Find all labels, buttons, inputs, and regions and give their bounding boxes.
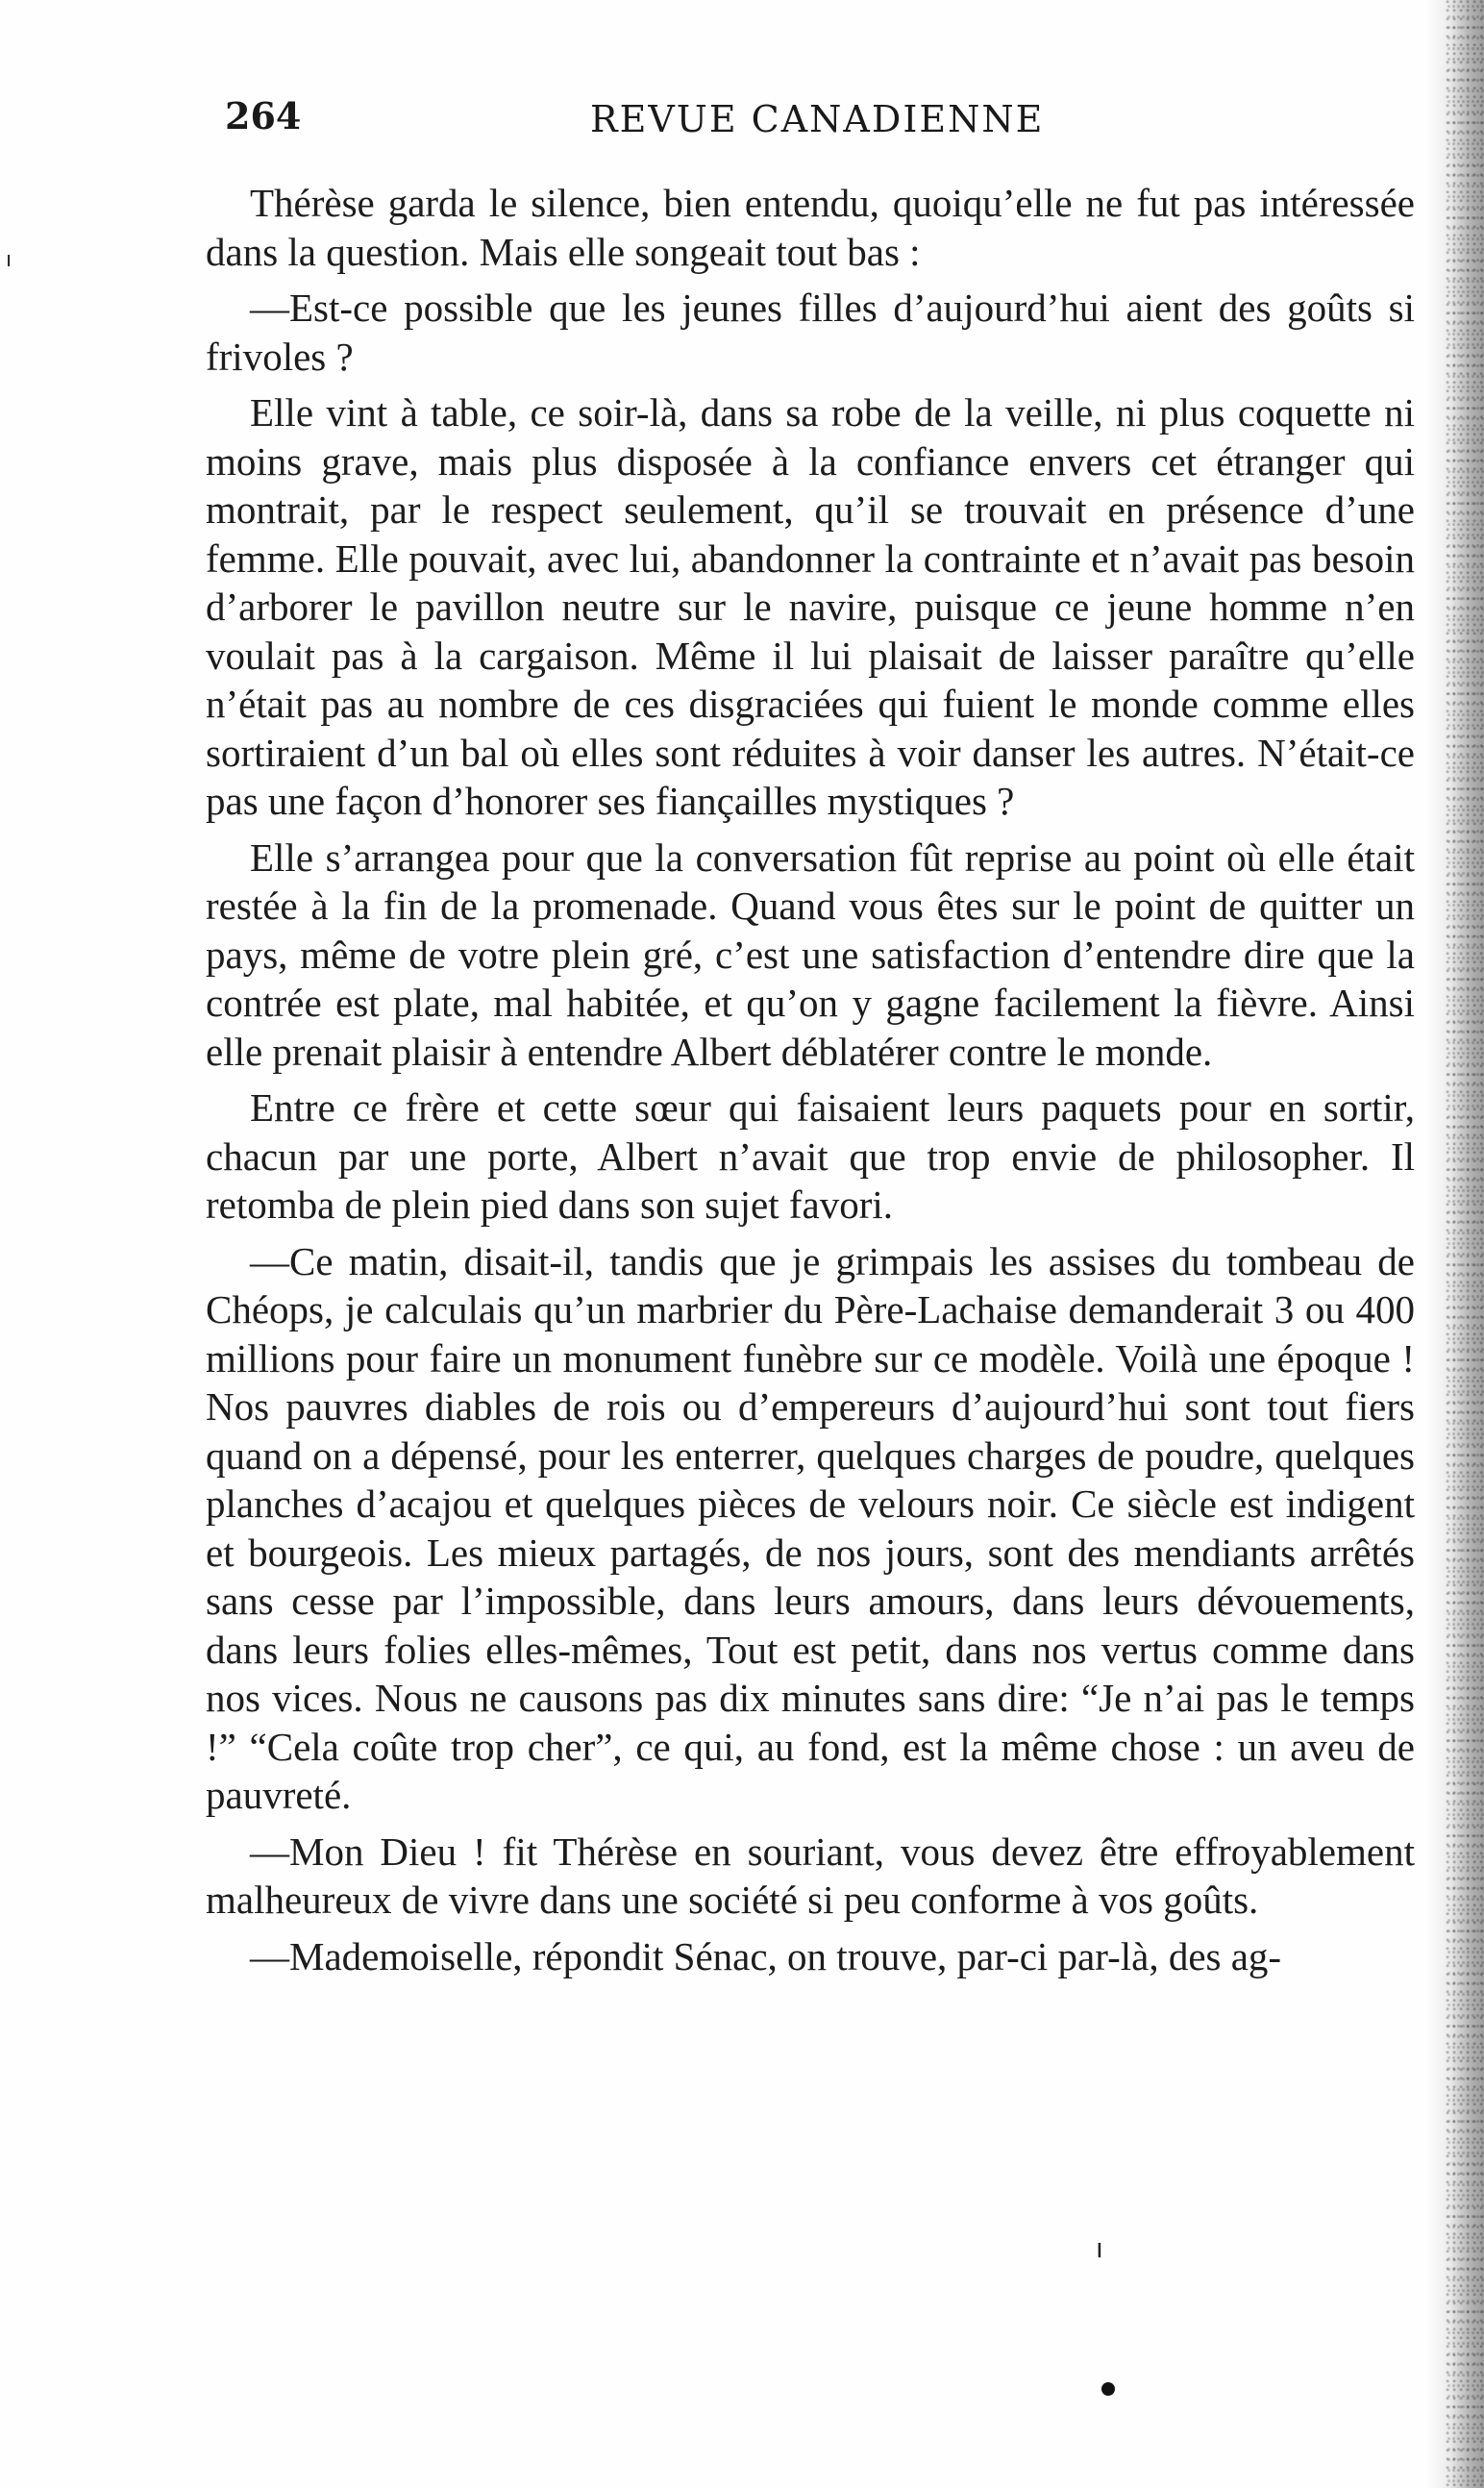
paragraph: —Mon Dieu ! fit Thérèse en souriant, vous devez être effroyablement malheureux de vivre dans une société si peu conforme à vos goûts. xyxy=(206,1829,1415,1922)
paragraph: —Mademoiselle, répondit Sénac, on trouve, par-ci par-là, des ag- xyxy=(250,1933,1282,1978)
body-text xyxy=(206,179,1415,1988)
paragraph: —Est-ce possible que les jeunes filles d’aujourd’hui aient des goûts si frivoles ? xyxy=(206,286,1415,379)
paragraph: Elle vint à table, ce soir-là, dans sa robe de la veille, ni plus coquette ni moins grave, mais plus disposée à la confiance envers cet étranger qui montrait, par le respect seulement, qu’il se trouvait en présence d’une femme. Elle pouvait, avec lui, abandonner la contrainte et n’avait pas besoin d’arborer le pavillon neutre sur le navire, puisque ce jeune homme n’en voulait pas à la cargaison. Même il lui plaisait de laisser paraître qu’elle n’était pas au nombre de ces disgraciées qui fuient le monde comme elles sortiraient d’un bal où elles sont réduites à voir danser les autres. N’était-ce pas une façon d’honorer ses fiançailles mystiques ? xyxy=(206,390,1415,823)
paragraph: Thérèse garda le silence, bien entendu, quoiqu’elle ne fut pas intéressée dans la question. Mais elle songeait tout bas : xyxy=(206,181,1415,274)
page-edge-texture xyxy=(1446,0,1484,2488)
running-head: REVUE CANADIENNE xyxy=(590,98,1045,140)
paragraph: —Ce matin, disait-il, tandis que je grimpais les assises du tombeau de Chéops, je calculais qu’un marbrier du Père-Lachaise demanderait 3 ou 400 millions pour faire un monument funèbre sur ce modèle. Voilà une époque ! Nos pauvres diables de rois ou d’empereurs d’aujourd’hui sont tout fiers quand on a dépensé, pour les enterrer, quelques charges de poudre, quelques planches d’acajou et quelques pièces de velours noir. Ce siècle est indigent et bourgeois. Les mieux partagés, de nos jours, sont des mendiants arrêtés sans cesse par l’impossible, dans leurs amours, dans leurs dévouements, dans leurs folies elles-mêmes, Tout est petit, dans nos vertus comme dans nos vices. Nous ne causons pas dix minutes sans dire: “Je n’ai pas le temps !” “Cela coûte trop cher”, ce qui, au fond, est la même chose : un aveu de pauvreté. xyxy=(206,1238,1415,1817)
paragraph: Entre ce frère et cette sœur qui faisaient leurs paquets pour en sortir, chacun par une porte, Albert n’avait que trop envie de philosopher. Il retomba de plein pied dans son sujet favori. xyxy=(206,1085,1415,1227)
paragraph: Elle s’arrangea pour que la conversation fût reprise au point où elle était restée à la fin de la promenade. Quand vous êtes sur le point de quitter un pays, même de votre plein gré, c’est une satisfaction d’entendre dire que la contrée est plate, mal habitée, et qu’on y gagne facilement la fièvre. Ainsi elle prenait plaisir à entendre Albert déblatérer contre le monde. xyxy=(206,834,1415,1074)
ink-dot xyxy=(1101,2382,1115,2396)
stray-mark: ı xyxy=(6,248,12,272)
page-number: 264 xyxy=(225,94,302,137)
page-header xyxy=(225,94,1051,152)
stray-mark: ı xyxy=(1096,2232,1103,2264)
